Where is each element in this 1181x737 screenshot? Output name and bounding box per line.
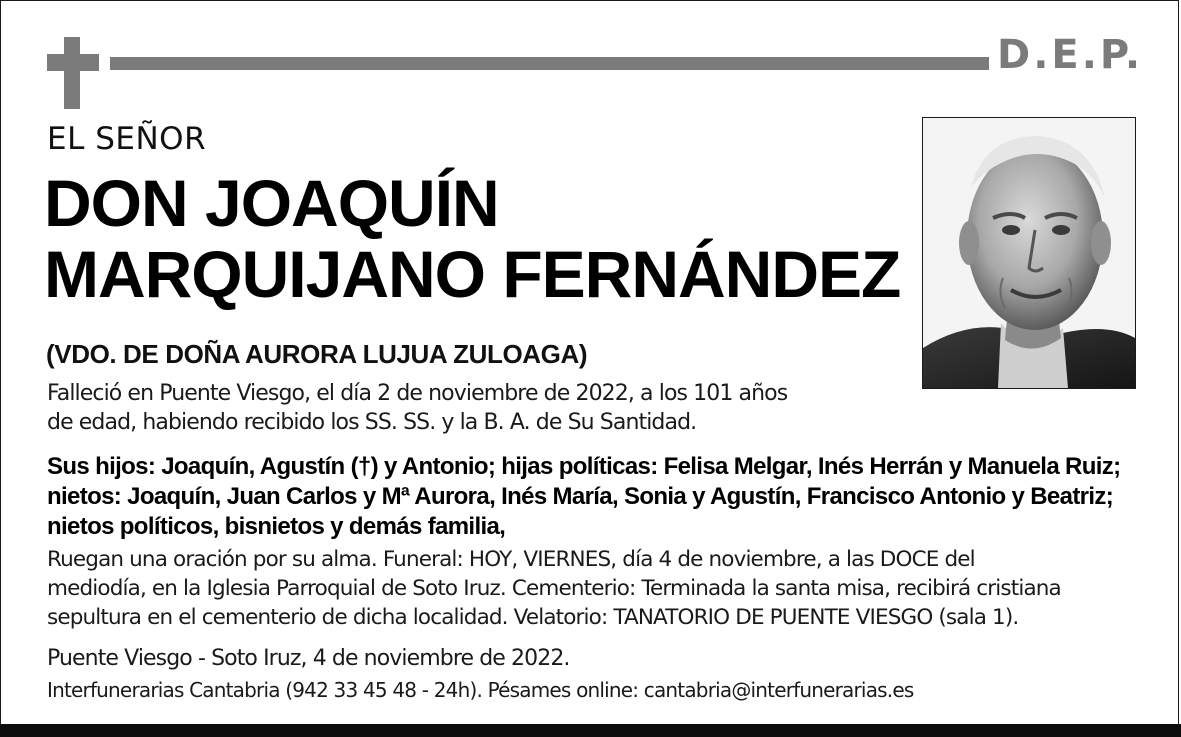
funeral-line: Ruegan una oración por su alma. Funeral: HOY, VIERNES, día 4 de noviembre, a las DOCE del [47, 547, 975, 572]
family-line: Sus hijos: Joaquín, Agustín (†) y Antonio; hijas políticas: Felisa Melgar, Inés Herrán y Manuela Ruiz; [47, 453, 1121, 480]
place-date: Puente Viesgo - Soto Iruz, 4 de noviembre de 2022. [47, 646, 570, 671]
funeral-line: sepultura en el cementerio de dicha localidad. Velatorio: TANATORIO DE PUENTE VIESGO (sala 1). [47, 605, 1019, 630]
family-line: nietos políticos, bisnietos y demás familia, [47, 513, 506, 540]
portrait-photo [922, 117, 1136, 389]
family-list [47, 452, 1120, 542]
family-line: nietos: Joaquín, Juan Carlos y Mª Aurora, Inés María, Sonia y Agustín, Francisco Antonio y Beatriz; [47, 483, 1114, 510]
header-rule [110, 57, 989, 70]
funeral-line: mediodía, en la Iglesia Parroquial de Soto Iruz. Cementerio: Terminada la santa misa, recibirá cristiana [47, 576, 1061, 601]
funeral-details [47, 545, 1061, 632]
honorific: EL SEÑOR [47, 121, 207, 157]
contact-info: Interfunerarias Cantabria (942 33 45 48 - 24h). Pésames online: cantabria@interfunerarias.es [47, 678, 914, 702]
dep-label: D.E.P. [997, 32, 1144, 78]
cross-icon [47, 37, 99, 109]
deceased-name [44, 166, 901, 312]
death-notice [47, 379, 787, 437]
name-line-1: DON JOAQUÍN [44, 166, 499, 240]
bottom-rule [0, 724, 1181, 737]
name-line-2: MARQUIJANO FERNÁNDEZ [44, 237, 901, 311]
widow-note: (VDO. DE DOÑA AURORA LUJUA ZULOAGA) [46, 339, 588, 369]
death-notice-line: Falleció en Puente Viesgo, el día 2 de noviembre de 2022, a los 101 años [47, 381, 788, 406]
death-notice-line: de edad, habiendo recibido los SS. SS. y la B. A. de Su Santidad. [47, 410, 697, 435]
